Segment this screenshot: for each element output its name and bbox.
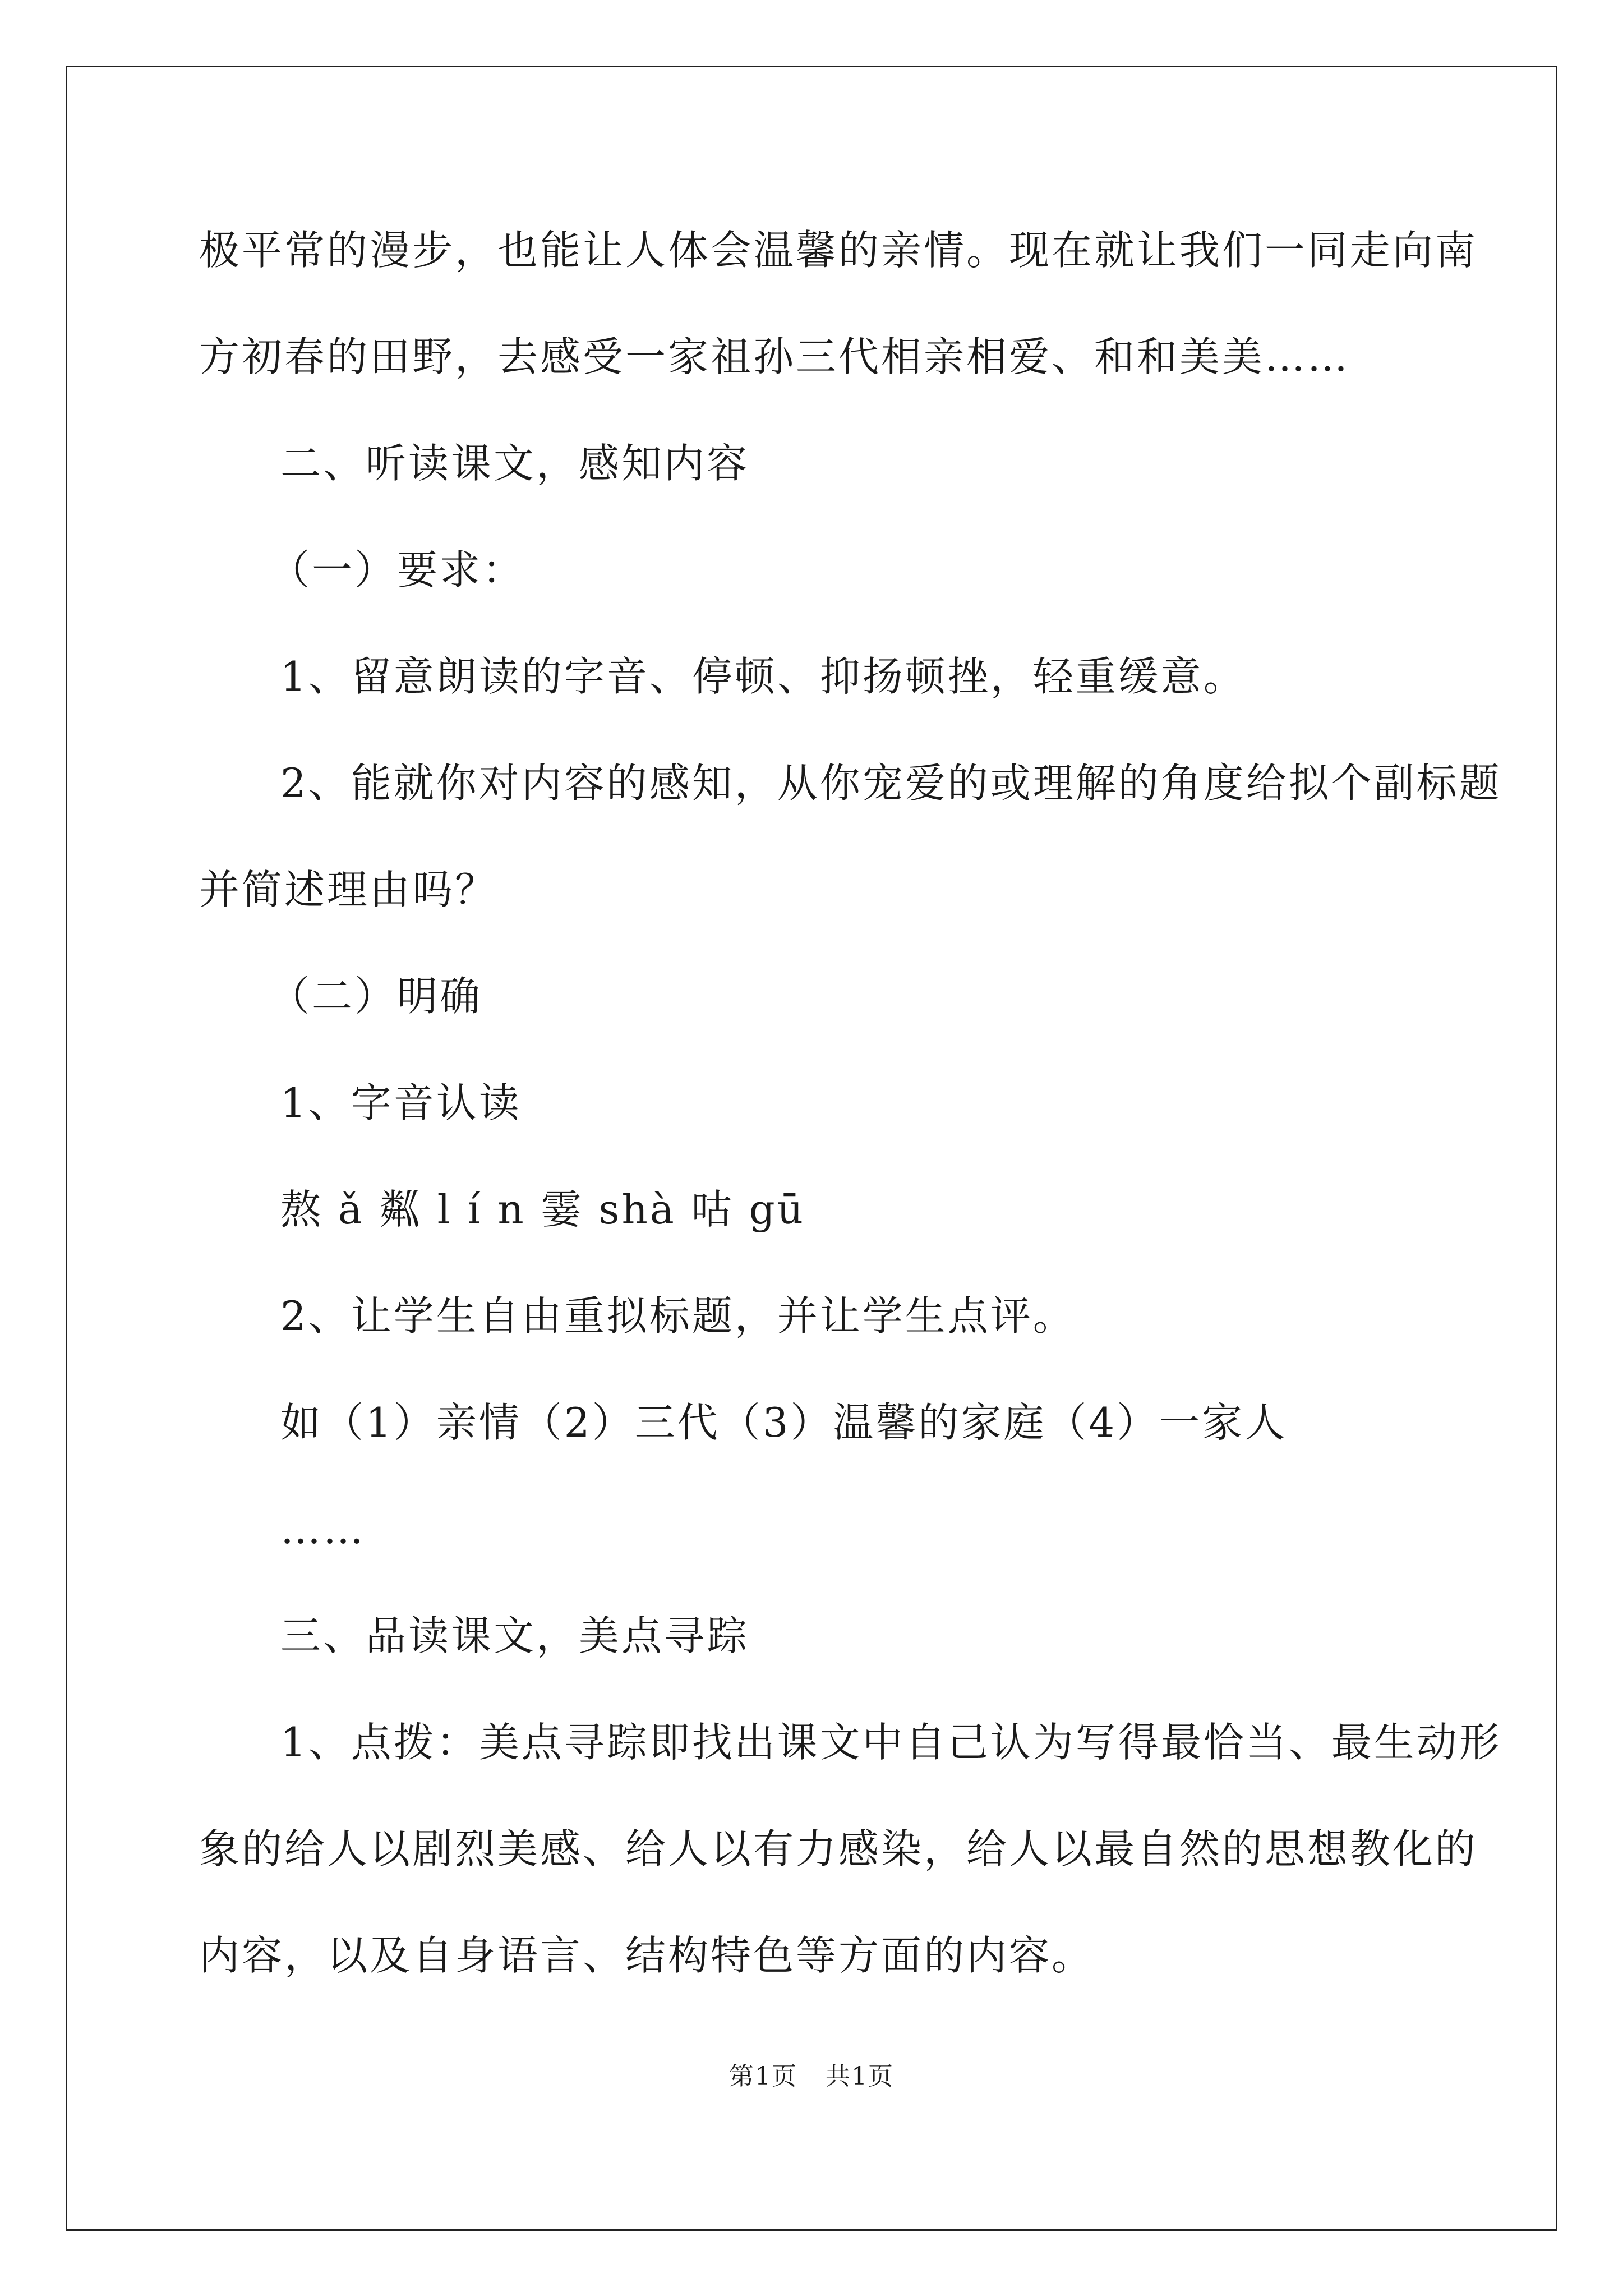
- requirement-item-2-cont: 并简述理由吗？: [199, 866, 498, 913]
- page-number-current: 第1页: [729, 2062, 797, 2091]
- requirement-item-1: 1、留意朗读的字音、停顿、抑扬顿挫，轻重缓意。: [280, 653, 1246, 700]
- page-border: [66, 66, 1557, 2231]
- guidance-line-1: 1、点拨：美点寻踪即找出课文中自己认为写得最恰当、最生动形: [280, 1719, 1502, 1766]
- clarify-item-2: 2、让学生自由重拟标题，并让学生点评。: [280, 1292, 1076, 1340]
- requirement-item-2: 2、能就你对内容的感知，从你宠爱的或理解的角度给拟个副标题: [280, 760, 1502, 807]
- pronunciation-line: 熬 ǎ 粼 l í n 霎 shà 咕 gū: [280, 1186, 806, 1233]
- paragraph-line-1: 极平常的漫步，也能让人体会温馨的亲情。现在就让我们一同走向南: [199, 227, 1478, 274]
- section-heading-3: 三、品读课文，美点寻踪: [280, 1612, 750, 1659]
- title-examples: 如（1）亲情（2）三代（3）温馨的家庭（4）一家人: [280, 1399, 1288, 1446]
- guidance-line-3: 内容，以及自身语言、结构特色等方面的内容。: [199, 1932, 1095, 1979]
- subheading-requirements: （一）要求：: [269, 546, 525, 593]
- page-footer: [0, 2064, 1623, 2089]
- subheading-clarify: （二）明确: [269, 973, 483, 1020]
- paragraph-line-2: 方初春的田野，去感受一家祖孙三代相亲相爱、和和美美……: [199, 333, 1350, 380]
- ellipsis-line: ……: [280, 1506, 366, 1553]
- guidance-line-2: 象的给人以剧烈美感、给人以有力感染，给人以最自然的思想教化的: [199, 1825, 1478, 1872]
- section-heading-2: 二、听读课文，感知内容: [280, 440, 750, 487]
- clarify-item-1: 1、字音认读: [280, 1079, 522, 1126]
- page-number-total: 共1页: [826, 2062, 894, 2091]
